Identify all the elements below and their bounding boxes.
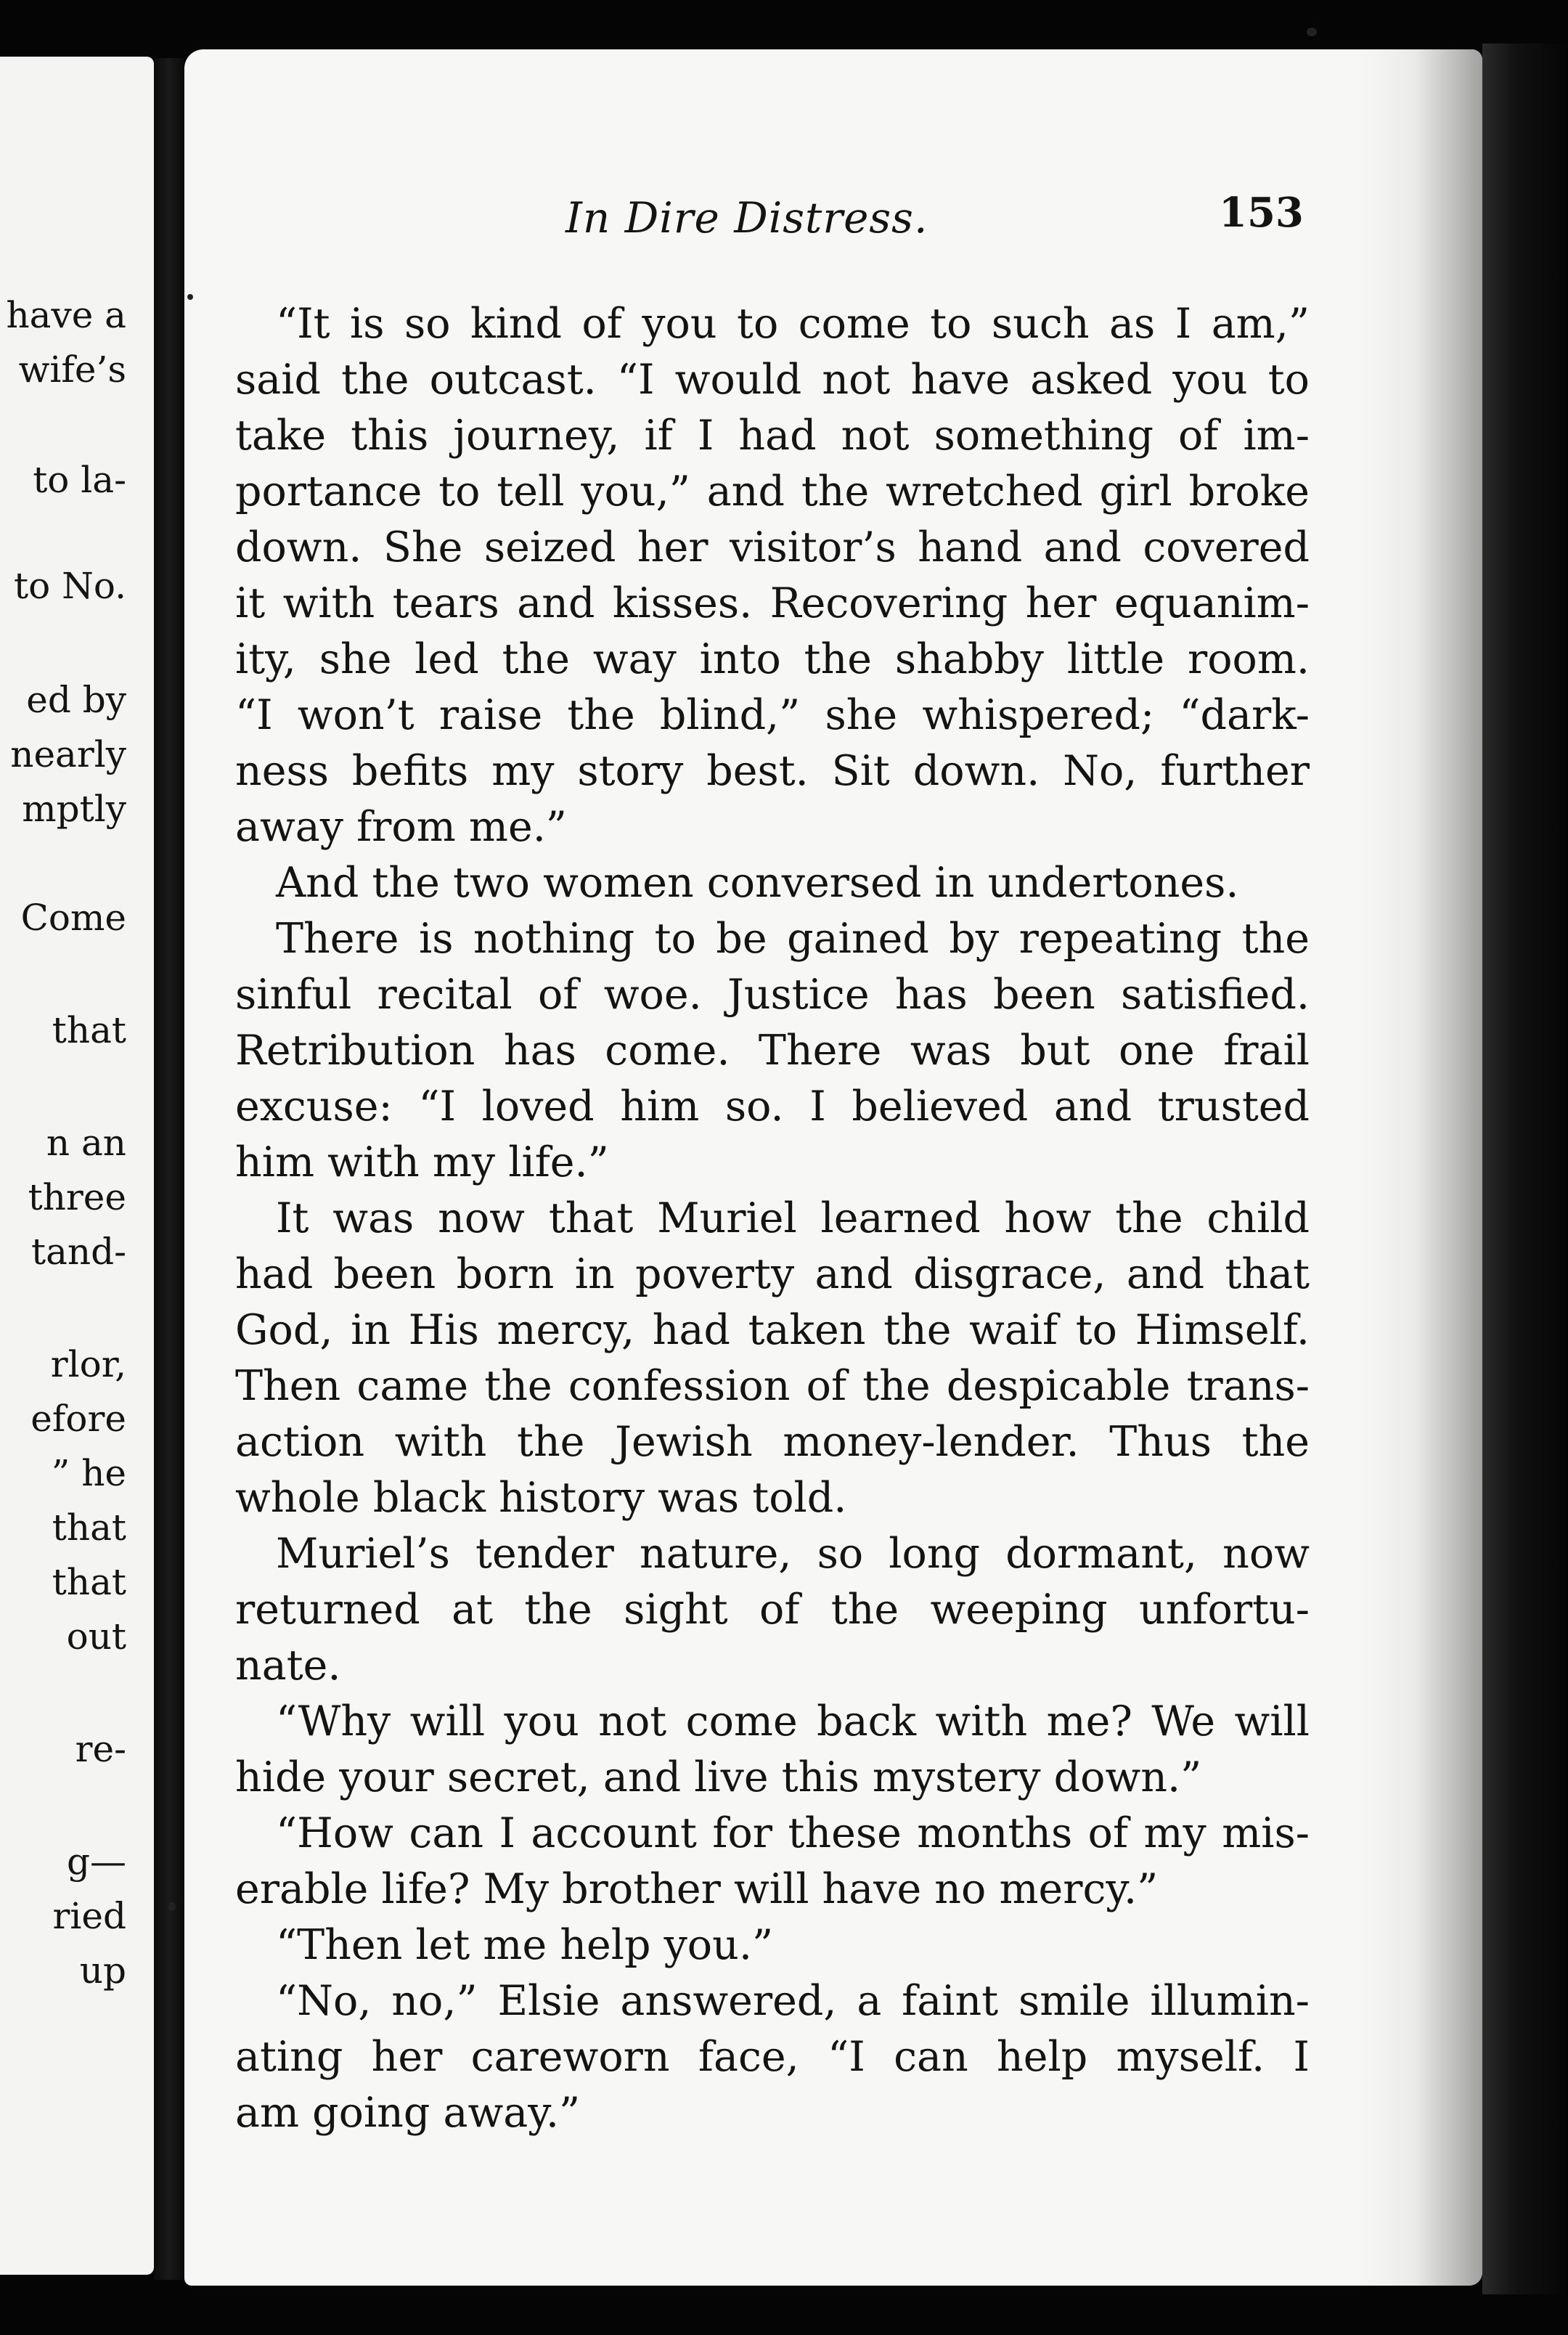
left-page-line-fragment: tand-: [30, 1231, 126, 1273]
text-line: am going away.”: [235, 2089, 581, 2137]
left-page-line-fragment: three: [28, 1176, 126, 1218]
text-line: Muriel’s tender nature, so long dormant, now: [276, 1530, 1310, 1578]
left-page-line-fragment: mptly: [22, 788, 126, 830]
text-line: had been born in poverty and disgrace, and that: [235, 1250, 1310, 1298]
text-line: ating her careworn face, “I can help myself. I: [235, 2033, 1310, 2081]
text-line: “It is so kind of you to come to such as I am,”: [276, 300, 1310, 348]
dust-speck: [187, 294, 193, 300]
text-line: Retribution has come. There was but one frail: [235, 1027, 1310, 1075]
text-line: portance to tell you,” and the wretched girl broke: [235, 468, 1310, 516]
text-line: God, in His mercy, had taken the waif to Himself.: [235, 1306, 1310, 1354]
text-line: erable life? My brother will have no mercy.”: [235, 1865, 1159, 1913]
text-line: him with my life.”: [235, 1138, 609, 1186]
text-line: There is nothing to be gained by repeating the: [276, 915, 1310, 963]
text-line: away from me.”: [235, 803, 567, 851]
text-line: “Then let me help you.”: [276, 1921, 774, 1969]
text-line: sinful recital of woe. Justice has been satisfied.: [235, 971, 1310, 1019]
left-page-line-fragment: have a: [6, 294, 126, 336]
page-fore-edge: [1482, 44, 1568, 2294]
left-page-line-fragment: g—: [66, 1841, 126, 1883]
left-page-line-fragment: out: [66, 1615, 126, 1658]
text-line: said the outcast. “I would not have asked you to: [235, 356, 1310, 404]
text-line: nate.: [235, 1642, 341, 1690]
left-page-line-fragment: n an: [46, 1122, 126, 1164]
left-page-line-fragment: ed by: [26, 679, 126, 721]
dust-speck: [1307, 28, 1317, 36]
text-line: “I won’t raise the blind,” she whispered; “dark-: [235, 691, 1310, 739]
left-page-line-fragment: nearly: [10, 733, 126, 775]
text-line: action with the Jewish money-lender. Thus the: [235, 1418, 1310, 1466]
left-page-line-fragment: Come: [20, 897, 126, 939]
text-line: “No, no,” Elsie answered, a faint smile illumin-: [276, 1977, 1310, 2025]
left-page-line-fragment: ried: [52, 1895, 126, 1937]
book-page: [184, 49, 1482, 2286]
previous-page-fragment: [0, 57, 154, 2275]
running-head: In Dire Distress.: [565, 193, 928, 243]
text-line: And the two women conversed in undertones.: [276, 859, 1239, 907]
left-page-line-fragment: efore: [30, 1398, 126, 1440]
text-line: ness befits my story best. Sit down. No, further: [235, 747, 1310, 795]
left-page-line-fragment: up: [79, 1949, 126, 1992]
text-line: ity, she led the way into the shabby little room.: [235, 635, 1310, 683]
page-number: 153: [1219, 189, 1304, 237]
left-page-line-fragment: ” he: [51, 1452, 126, 1494]
text-line: “How can I account for these months of my mis-: [276, 1809, 1310, 1857]
text-line: returned at the sight of the weeping unfortu-: [235, 1586, 1310, 1634]
left-page-line-fragment: rlor,: [50, 1343, 126, 1385]
text-line: it with tears and kisses. Recovering her equanim-: [235, 579, 1310, 627]
left-page-line-fragment: that: [52, 1507, 126, 1549]
text-line: down. She seized her visitor’s hand and covered: [235, 523, 1310, 571]
text-line: Then came the confession of the despicable trans-: [235, 1362, 1310, 1410]
left-page-line-fragment: re-: [75, 1728, 126, 1770]
left-page-line-fragment: that: [52, 1009, 126, 1051]
left-page-line-fragment: to la-: [33, 459, 126, 501]
text-line: It was now that Muriel learned how the child: [276, 1194, 1310, 1242]
left-page-line-fragment: that: [52, 1561, 126, 1603]
left-page-line-fragment: to No.: [14, 565, 126, 607]
body-text: [235, 296, 1310, 2141]
dust-speck: [168, 1902, 176, 1911]
text-line: take this journey, if I had not something of im-: [235, 412, 1310, 460]
binding-gutter: [154, 58, 184, 2280]
left-page-line-fragment: wife’s: [18, 349, 126, 391]
text-line: whole black history was told.: [235, 1474, 847, 1522]
text-line: hide your secret, and live this mystery down.”: [235, 1753, 1202, 1801]
text-line: “Why will you not come back with me? We will: [276, 1698, 1310, 1745]
text-line: excuse: “I loved him so. I believed and trusted: [235, 1083, 1310, 1130]
